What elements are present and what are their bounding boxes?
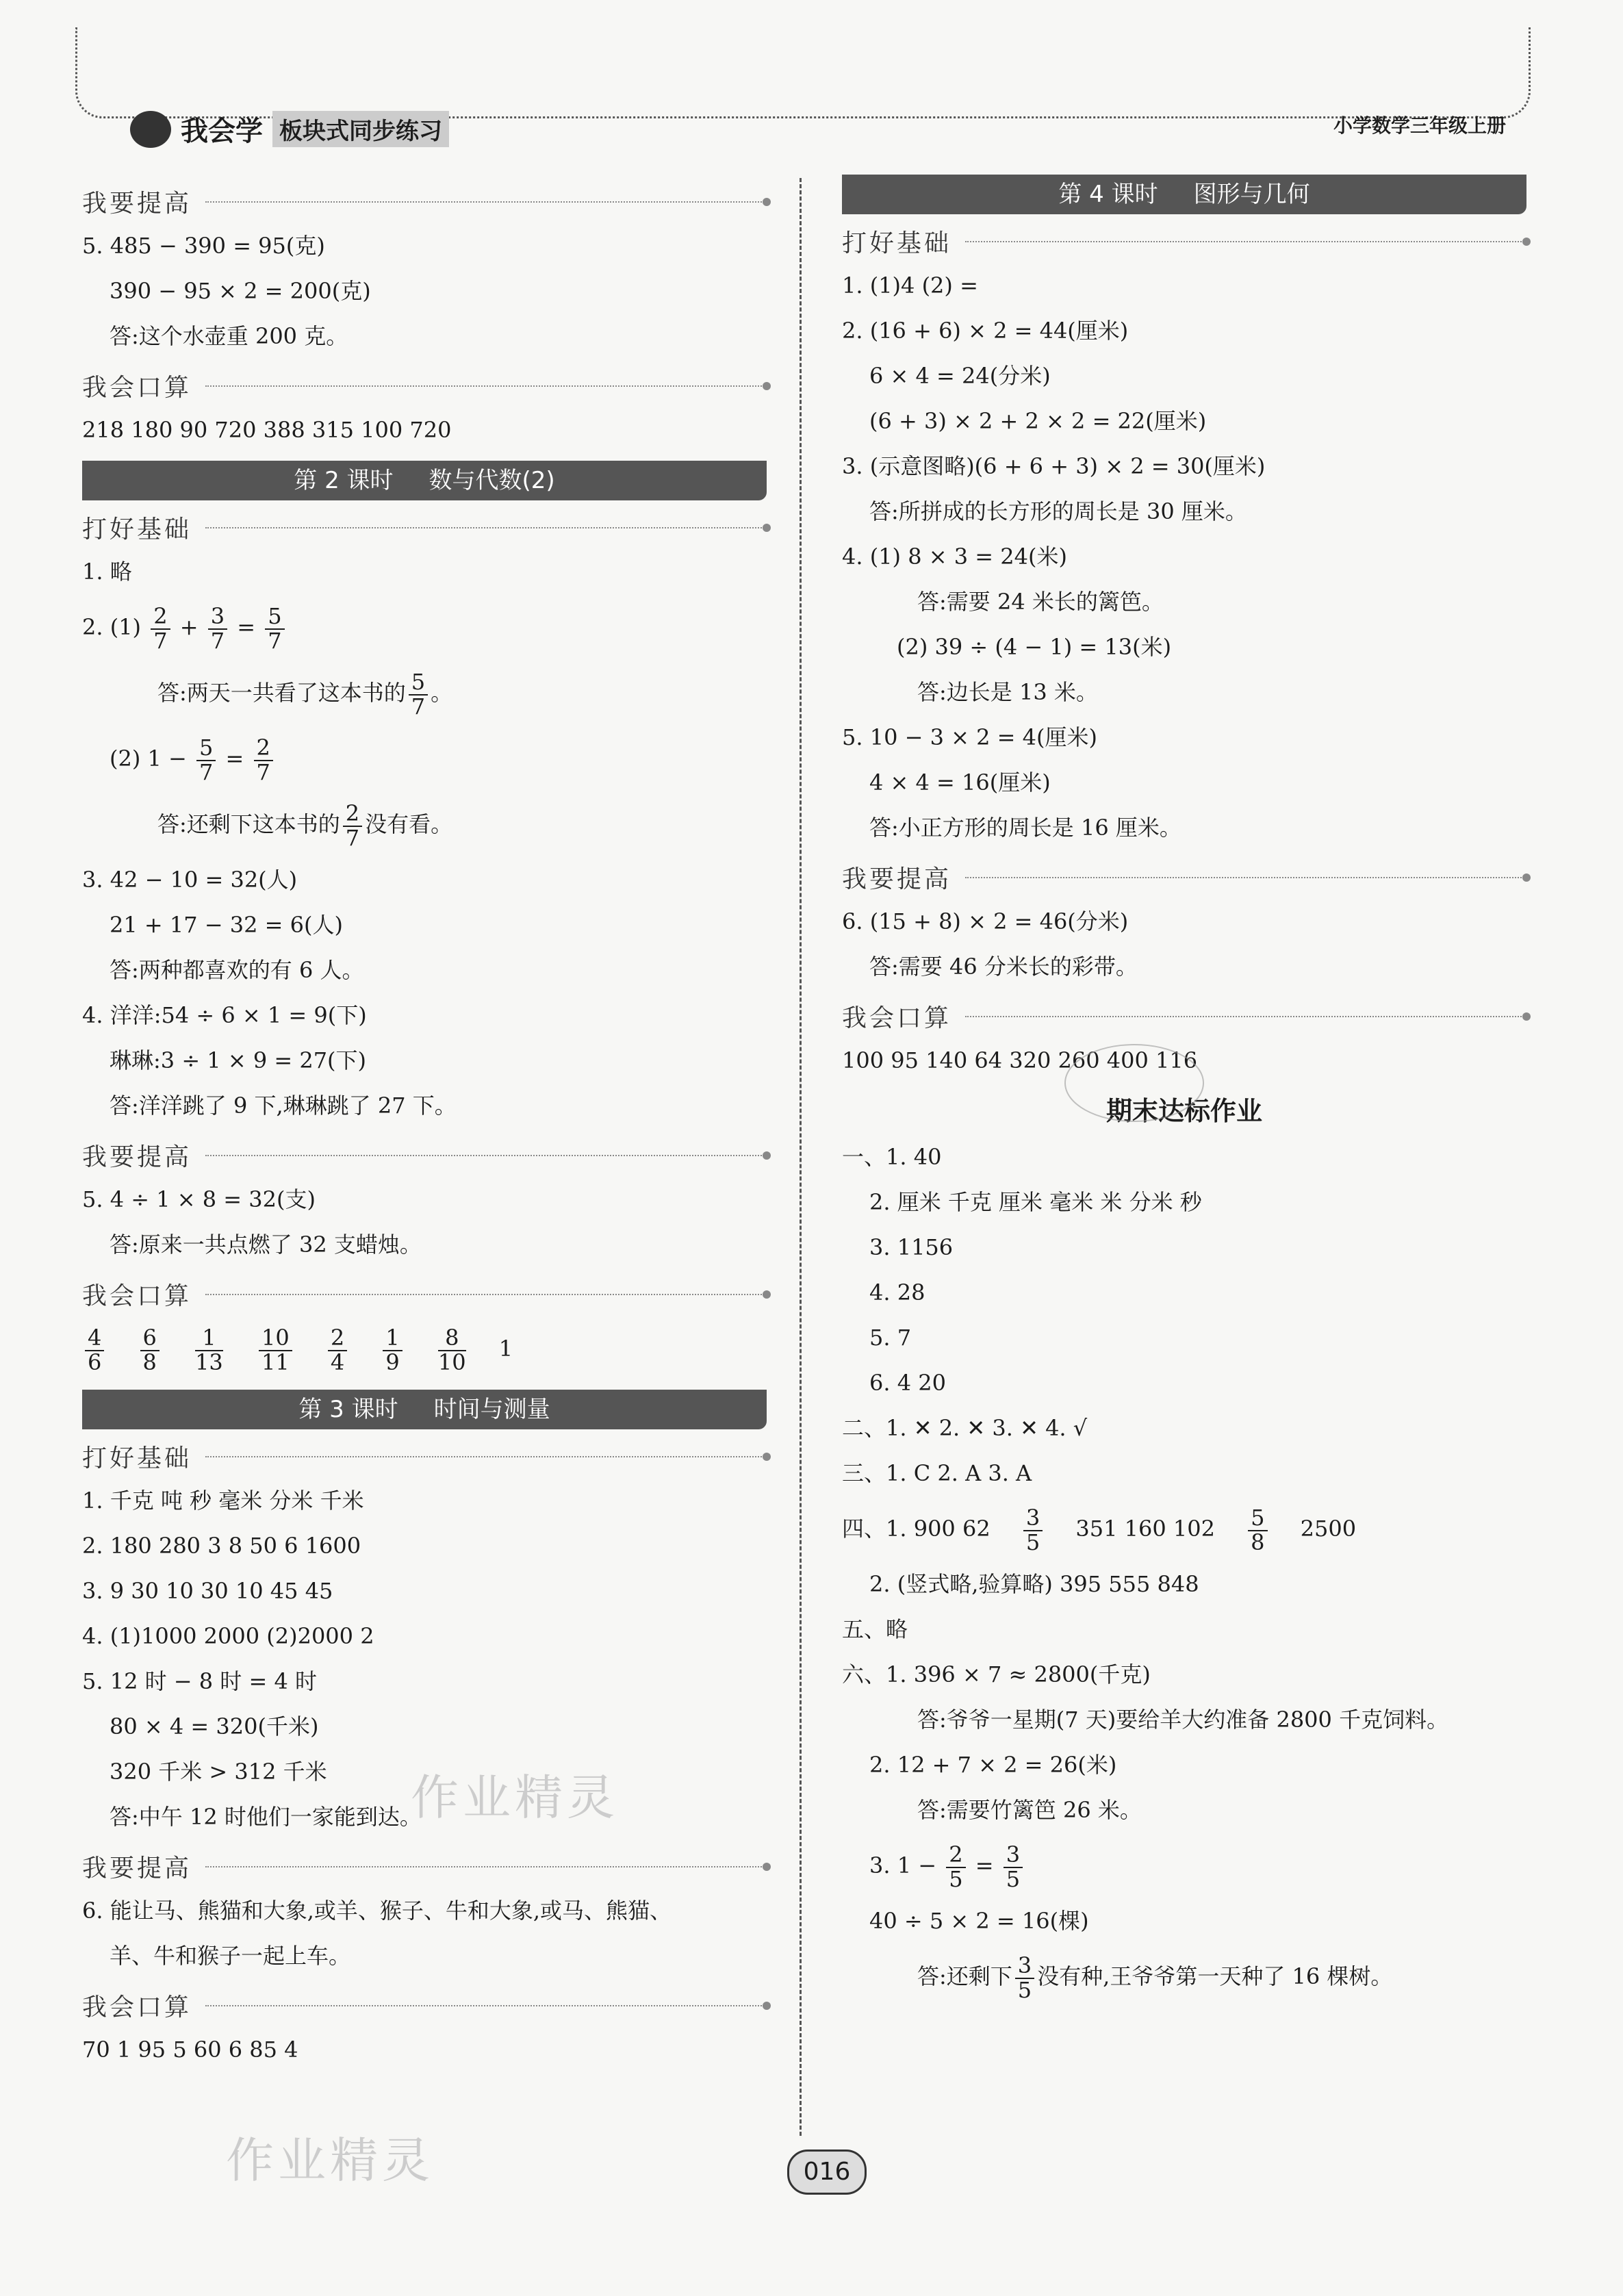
answer-line: 答:爷爷一星期(7 天)要给羊大约准备 2800 千克饲料。 [917,1707,1449,1733]
answer-line: 答:两种都喜欢的有 6 人。 [110,957,364,983]
answer-line: 答:洋洋跳了 9 下,琳琳跳了 27 下。 [110,1093,457,1119]
answer-line: 5. 12 时 − 8 时 = 4 时 [82,1668,317,1694]
answer-line: 4. 洋洋:54 ÷ 6 × 1 = 9(下) [82,1002,367,1028]
lesson-bar: 第 2 课时 数与代数(2) [82,461,767,500]
answer-line: 三、1. C 2. A 3. A [842,1460,1032,1486]
fraction-row: $\frac{4}{6}$ $\frac{6}{8}$ $\frac{1}{13}$ $\frac{10}{11}$ $\frac{2}{4}$ $\frac{1}{9}$ $\frac{8}{10}$ 1 [82,1316,767,1381]
lesson-bar: 第 3 课时 时间与测量 [82,1390,767,1429]
section-heading: 我要提高 [82,1138,767,1173]
answer-line: (2) 39 ÷ (4 − 1) = 13(米) [897,634,1172,660]
answer-line: 3. 1156 [869,1234,954,1260]
answer-line: (2) 1 − $\frac{5}{7}$ = $\frac{2}{7}$ [82,726,767,791]
section-heading: 我要提高 [842,860,1526,895]
answer-line: 3. (示意图略)(6 + 6 + 3) × 2 = 30(厘米) [842,453,1266,479]
section-heading: 我会口算 [842,999,1526,1034]
answer-line: 羊、牛和猴子一起上车。 [110,1943,351,1969]
answer-line: 答:需要 24 米长的篱笆。 [917,589,1164,615]
answer-line: 答:还剩下 $\frac{3}{5}$ 没有种,王爷爷第一天种了 16 棵树。 [917,1952,1393,2003]
answer-line: 6 × 4 = 24(分米) [869,363,1051,389]
answer-line: 6. (15 + 8) × 2 = 46(分米) [842,908,1129,934]
answer-line: 答:边长是 13 米。 [917,679,1098,705]
answer-line: 答:还剩下这本书的 $\frac{2}{7}$ 没有看。 [157,800,453,851]
answer-line: (6 + 3) × 2 + 2 × 2 = 22(厘米) [869,408,1207,434]
mascot-icon [130,111,171,148]
column-divider [800,178,802,2136]
answer-line: 4. (1) 8 × 3 = 24(米) [842,544,1067,570]
grade-label: 小学数学三年级上册 [1333,114,1506,137]
answer-line: 6. 4 20 [869,1370,946,1396]
answer-line: 答:所拼成的长方形的周长是 30 厘米。 [869,498,1247,524]
answer-line: 五、略 [842,1616,908,1642]
answer-line: 5. 4 ÷ 1 × 8 = 32(支) [82,1186,316,1212]
answer-line: 2. (16 + 6) × 2 = 44(厘米) [842,318,1129,344]
section-heading: 打好基础 [842,224,1526,259]
final-homework-title: 期末达标作业 [1106,1096,1262,1126]
answer-line: 1. 略 [82,559,132,585]
watermark-text: 作业精灵 [411,1770,619,1826]
answer-line: 4. 28 [869,1279,925,1305]
answer-line: 2. (竖式略,验算略) 395 555 848 [869,1571,1199,1597]
answer-line: 6. 能让马、熊猫和大象,或羊、猴子、牛和大象,或马、熊猫、 [82,1898,672,1924]
page-number: 016 [787,2150,867,2195]
answer-line: 3. 42 − 10 = 32(人) [82,867,298,893]
answer-line: 21 + 17 − 32 = 6(人) [110,912,343,938]
answer-line: 2. (1) $\frac{2}{7}$ + $\frac{3}{7}$ = $\frac{5}{7}$ [82,594,767,660]
answer-line: 4. (1)1000 2000 (2)2000 2 [82,1623,374,1649]
brand-name: 我会学 [181,116,263,147]
section-heading: 我要提高 [82,1849,767,1884]
answer-line: 5. 10 − 3 × 2 = 4(厘米) [842,724,1097,750]
lesson-bar: 第 4 课时 图形与几何 [842,175,1526,214]
answer-line: 四、1. 900 62 $\frac{3}{5}$ 351 160 102 $\frac{5}{8}$ 2500 [842,1504,1357,1555]
answer-line: 3. 1 − $\frac{2}{5}$ = $\frac{3}{5}$ [842,1833,1526,1898]
page-header [130,103,1506,164]
section-heading: 我会口算 [82,368,767,403]
answer-line: 答:原来一共点燃了 32 支蜡烛。 [110,1232,422,1258]
answer-line: 琳琳:3 ÷ 1 × 9 = 27(下) [110,1047,367,1073]
answer-line: 答:中午 12 时他们一家能到达。 [110,1804,422,1830]
answer-line: 80 × 4 = 320(千米) [110,1713,319,1739]
answer-line: 2. 厘米 千克 厘米 毫米 米 分米 秒 [869,1189,1202,1215]
answer-line: 答:需要竹篱笆 26 米。 [917,1797,1142,1823]
answer-line: 218 180 90 720 388 315 100 720 [82,417,452,443]
section-heading: 我会口算 [82,1988,767,2023]
section-heading: 打好基础 [82,1439,767,1474]
answer-line: 70 1 95 5 60 6 85 4 [82,2037,298,2063]
brand-logo [130,110,449,149]
section-heading: 我会口算 [82,1277,767,1312]
answer-line: 3. 9 30 10 30 10 45 45 [82,1578,333,1604]
answer-line: 4 × 4 = 16(厘米) [869,769,1051,795]
answer-line: 5. 7 [869,1325,912,1351]
answer-line: 六、1. 396 × 7 ≈ 2800(千克) [842,1661,1151,1687]
answer-line: 2. 180 280 3 8 50 6 1600 [82,1533,361,1559]
answer-line: 1. 千克 吨 秒 毫米 分米 千米 [82,1488,364,1514]
answer-line: 答:这个水壶重 200 克。 [110,323,348,349]
answer-line: 390 − 95 × 2 = 200(克) [110,278,371,304]
answer-line: 1. (1)4 (2) = [842,272,978,298]
answer-line: 2. 12 + 7 × 2 = 26(米) [869,1752,1117,1778]
answer-line: 二、1. ✕ 2. ✕ 3. ✕ 4. √ [842,1415,1088,1441]
answer-line: 答:需要 46 分米长的彩带。 [869,954,1138,980]
watermark-text: 作业精灵 [226,2132,434,2189]
answer-line: 5. 485 − 390 = 95(克) [82,233,325,259]
section-heading: 打好基础 [82,510,767,545]
section-heading: 我要提高 [82,184,767,219]
brand-tag: 板块式同步练习 [272,111,449,147]
answer-line: 答:小正方形的周长是 16 厘米。 [869,815,1181,841]
answer-line: 320 千米 > 312 千米 [110,1759,327,1785]
answer-line: 100 95 140 64 320 260 400 116 [842,1047,1198,1073]
answer-line: 答:两天一共看了这本书的 $\frac{5}{7}$ 。 [157,668,453,719]
answer-line: 40 ÷ 5 × 2 = 16(棵) [869,1908,1089,1934]
watermark-stamp [1064,1044,1204,1122]
answer-line: 一、1. 40 [842,1144,942,1170]
